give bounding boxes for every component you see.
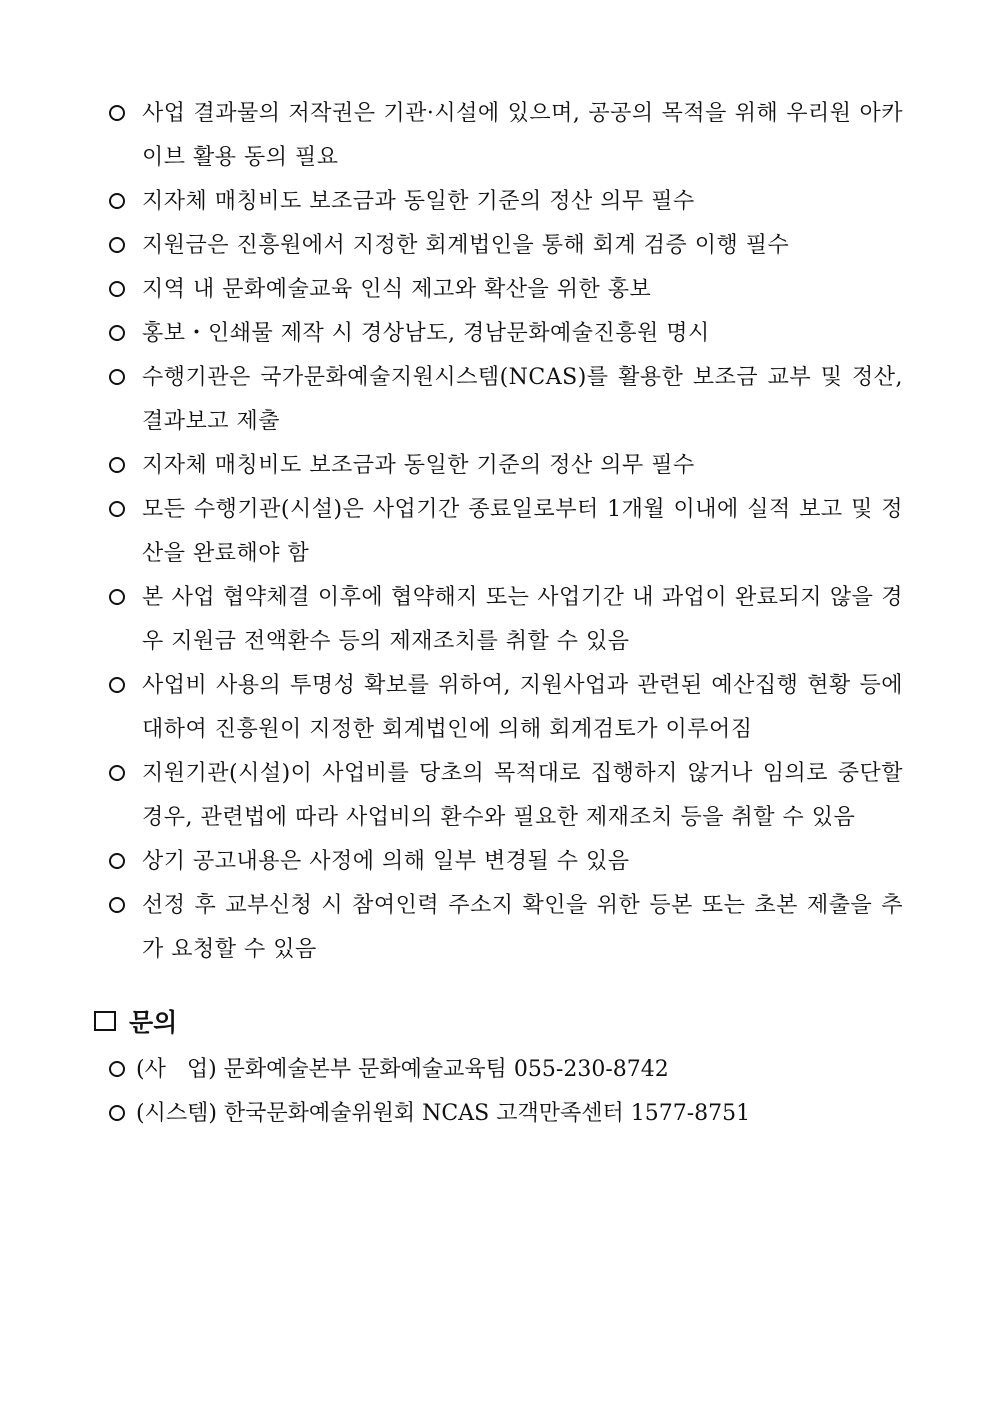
circle-bullet-icon bbox=[109, 457, 125, 473]
list-item bbox=[108, 268, 903, 312]
list-item bbox=[108, 92, 903, 180]
circle-bullet-icon bbox=[109, 765, 125, 781]
list-item bbox=[108, 664, 903, 752]
notes-list bbox=[108, 92, 903, 972]
list-item-text: 지자체 매칭비도 보조금과 동일한 기준의 정산 의무 필수 bbox=[142, 189, 695, 214]
list-item-text: 지원기관(시설)이 사업비를 당초의 목적대로 집행하지 않거나 임의로 중단할 경우, 관련법에 따라 사업비의 환수와 필요한 제재조치 등을 취할 수 있음 bbox=[142, 761, 903, 830]
list-item bbox=[108, 576, 903, 664]
list-item-text: 지원금은 진흥원에서 지정한 회계법인을 통해 회계 검증 이행 필수 bbox=[142, 233, 790, 258]
circle-bullet-icon bbox=[109, 501, 125, 517]
circle-bullet-icon bbox=[109, 1061, 125, 1077]
circle-bullet-icon bbox=[109, 897, 125, 913]
circle-bullet-icon bbox=[109, 325, 125, 341]
list-item bbox=[108, 840, 903, 884]
circle-bullet-icon bbox=[109, 105, 125, 121]
contact-heading-text: 문의 bbox=[129, 1008, 178, 1037]
circle-bullet-icon bbox=[109, 369, 125, 385]
list-item bbox=[108, 752, 903, 840]
list-item-text: 홍보・인쇄물 제작 시 경상남도, 경남문화예술진흥원 명시 bbox=[142, 321, 710, 346]
circle-bullet-icon bbox=[109, 677, 125, 693]
circle-bullet-icon bbox=[109, 589, 125, 605]
contact-item-text: (사 업) 문화예술본부 문화예술교육팀 055-230-8742 bbox=[136, 1057, 669, 1082]
circle-bullet-icon bbox=[109, 281, 125, 297]
square-box-icon bbox=[94, 1011, 116, 1031]
circle-bullet-icon bbox=[109, 193, 125, 209]
list-item-text: 지역 내 문화예술교육 인식 제고와 확산을 위한 홍보 bbox=[142, 277, 652, 302]
list-item bbox=[108, 224, 903, 268]
list-item-text: 수행기관은 국가문화예술지원시스템(NCAS)를 활용한 보조금 교부 및 정산, 결과보고 제출 bbox=[142, 365, 903, 434]
list-item-text: 상기 공고내용은 사정에 의해 일부 변경될 수 있음 bbox=[142, 849, 630, 874]
contact-item-text: (시스템) 한국문화예술위원회 NCAS 고객만족센터 1577-8751 bbox=[136, 1101, 751, 1126]
list-item bbox=[108, 444, 903, 488]
contact-section-heading bbox=[94, 1001, 177, 1041]
contact-list bbox=[108, 1048, 888, 1136]
list-item-text: 선정 후 교부신청 시 참여인력 주소지 확인을 위한 등본 또는 초본 제출을 추가 요청할 수 있음 bbox=[142, 893, 903, 962]
list-item-text: 모든 수행기관(시설)은 사업기간 종료일로부터 1개월 이내에 실적 보고 및 정산을 완료해야 함 bbox=[142, 497, 903, 566]
list-item bbox=[108, 488, 903, 576]
list-item-text: 지자체 매칭비도 보조금과 동일한 기준의 정산 의무 필수 bbox=[142, 453, 695, 478]
contact-item bbox=[108, 1048, 888, 1092]
circle-bullet-icon bbox=[109, 237, 125, 253]
circle-bullet-icon bbox=[109, 1105, 125, 1121]
list-item bbox=[108, 180, 903, 224]
list-item bbox=[108, 356, 903, 444]
list-item-text: 사업 결과물의 저작권은 기관·시설에 있으며, 공공의 목적을 위해 우리원 아카이브 활용 동의 필요 bbox=[142, 101, 903, 170]
list-item-text: 사업비 사용의 투명성 확보를 위하여, 지원사업과 관련된 예산집행 현황 등에 대하여 진흥원이 지정한 회계법인에 의해 회계검토가 이루어짐 bbox=[142, 673, 903, 742]
circle-bullet-icon bbox=[109, 853, 125, 869]
list-item bbox=[108, 884, 903, 972]
list-item bbox=[108, 312, 903, 356]
list-item-text: 본 사업 협약체결 이후에 협약해지 또는 사업기간 내 과업이 완료되지 않을 경우 지원금 전액환수 등의 제재조치를 취할 수 있음 bbox=[142, 585, 903, 654]
contact-item bbox=[108, 1092, 888, 1136]
